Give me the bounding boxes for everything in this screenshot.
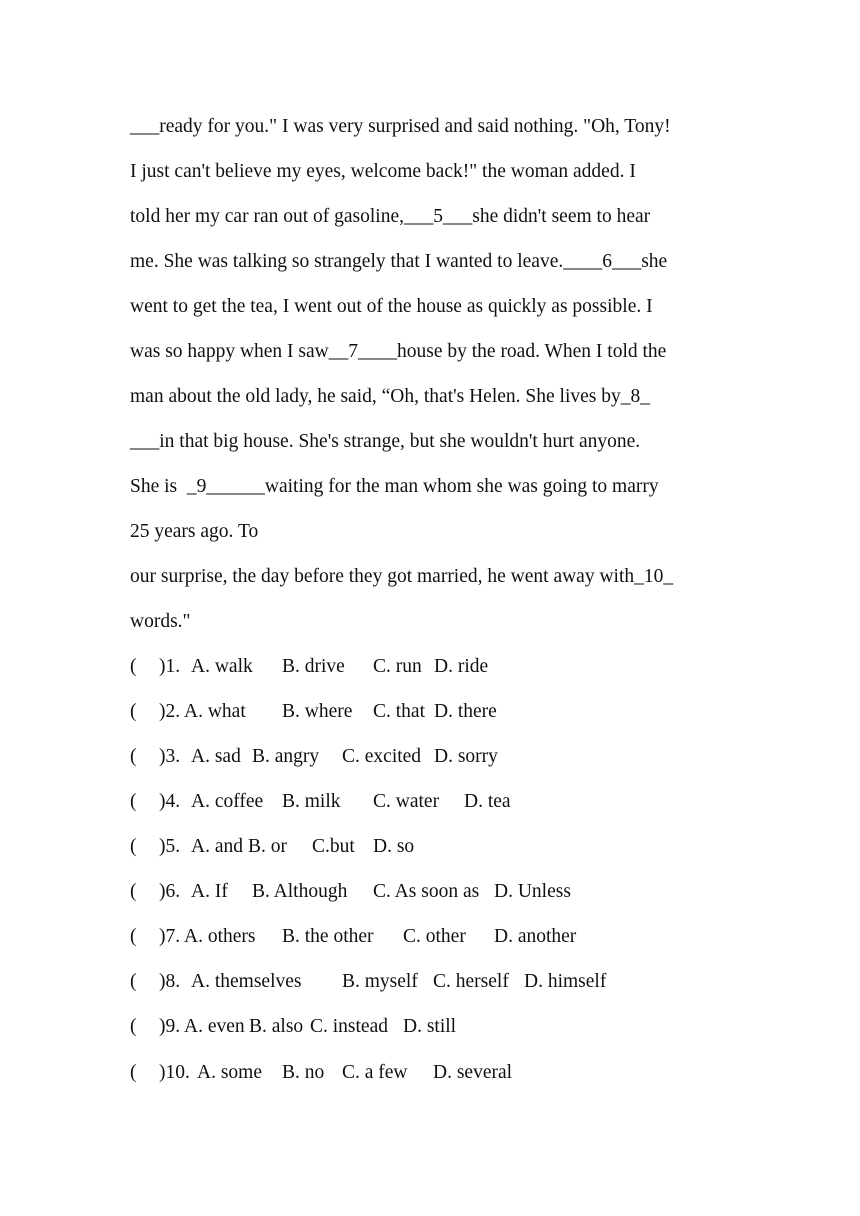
question-number: )2. xyxy=(159,701,181,722)
option-c: C.but xyxy=(312,836,355,857)
question-number: )4. xyxy=(159,791,181,812)
option-b: B. Although xyxy=(252,881,348,902)
answer-bracket[interactable]: ( xyxy=(130,971,137,992)
option-d: D. several xyxy=(433,1062,513,1083)
answer-bracket[interactable]: ( xyxy=(130,836,137,857)
option-c: C. water xyxy=(373,791,440,812)
option-c: C. a few xyxy=(342,1062,408,1083)
option-b: B. also xyxy=(249,1016,304,1037)
question-row-2 xyxy=(130,700,730,724)
question-row-8 xyxy=(130,970,730,994)
question-number: )6. xyxy=(159,881,181,902)
option-d: D. himself xyxy=(524,971,607,992)
question-number: )1. xyxy=(159,656,181,677)
option-d: D. there xyxy=(434,701,497,722)
answer-bracket[interactable]: ( xyxy=(130,746,137,767)
option-c: C. that xyxy=(373,701,425,722)
passage-line: man about the old lady, he said, “Oh, that's Helen. She lives by_8_ xyxy=(130,386,650,407)
answer-bracket[interactable]: ( xyxy=(130,926,137,947)
option-c: C. herself xyxy=(433,971,509,992)
passage-line: me. She was talking so strangely that I wanted to leave.____6___she xyxy=(130,251,668,272)
passage-line: ___in that big house. She's strange, but she wouldn't hurt anyone. xyxy=(130,431,641,452)
answer-bracket[interactable]: ( xyxy=(130,701,137,722)
option-b: B. angry xyxy=(252,746,320,767)
option-b: B. myself xyxy=(342,971,418,992)
option-a: A. sad xyxy=(191,746,241,767)
option-a: A. and xyxy=(191,836,243,857)
question-number: )9. xyxy=(159,1016,181,1037)
question-number: )10. xyxy=(159,1062,190,1083)
question-row-10 xyxy=(130,1061,730,1085)
passage-line: She is _9______waiting for the man whom she was going to marry xyxy=(130,476,659,497)
option-b: B. milk xyxy=(282,791,341,812)
answer-bracket[interactable]: ( xyxy=(130,791,137,812)
option-c: C. As soon as xyxy=(373,881,480,902)
passage-line: went to get the tea, I went out of the house as quickly as possible. I xyxy=(130,296,653,317)
option-b: B. drive xyxy=(282,656,345,677)
option-a: A. If xyxy=(191,881,228,902)
option-b: B. where xyxy=(282,701,353,722)
passage-line: our surprise, the day before they got married, he went away with_10_ xyxy=(130,566,674,587)
answer-bracket[interactable]: ( xyxy=(130,656,137,677)
question-number: )3. xyxy=(159,746,181,767)
option-a: A. even xyxy=(184,1016,245,1037)
passage-line: I just can't believe my eyes, welcome back!" the woman added. I xyxy=(130,161,636,182)
option-d: D. tea xyxy=(464,791,511,812)
option-c: C. other xyxy=(403,926,466,947)
question-number: )8. xyxy=(159,971,181,992)
option-a: A. others xyxy=(184,926,256,947)
option-d: D. still xyxy=(403,1016,457,1037)
passage-line: told her my car ran out of gasoline,___5___she didn't seem to hear xyxy=(130,206,651,227)
option-a: A. themselves xyxy=(191,971,302,992)
option-c: C. excited xyxy=(342,746,422,767)
option-b: B. the other xyxy=(282,926,374,947)
question-number: )7. xyxy=(159,926,181,947)
question-row-9 xyxy=(130,1015,730,1039)
option-a: A. some xyxy=(197,1062,262,1083)
answer-bracket[interactable]: ( xyxy=(130,1062,137,1083)
option-d: D. Unless xyxy=(494,881,571,902)
option-c: C. instead xyxy=(310,1016,388,1037)
question-row-7 xyxy=(130,925,730,949)
option-a: A. coffee xyxy=(191,791,264,812)
option-c: C. run xyxy=(373,656,422,677)
question-row-3 xyxy=(130,745,730,769)
question-row-6 xyxy=(130,880,730,904)
question-row-5 xyxy=(130,835,730,859)
answer-bracket[interactable]: ( xyxy=(130,881,137,902)
answer-bracket[interactable]: ( xyxy=(130,1016,137,1037)
passage-line: was so happy when I saw__7____house by the road. When I told the xyxy=(130,341,667,362)
option-d: D. sorry xyxy=(434,746,498,767)
option-b: B. or xyxy=(248,836,287,857)
option-a: A. walk xyxy=(191,656,253,677)
option-b: B. no xyxy=(282,1062,325,1083)
question-row-4 xyxy=(130,790,730,814)
passage-line: ___ready for you." I was very surprised and said nothing. "Oh, Tony! xyxy=(130,116,671,137)
passage-line: words." xyxy=(130,611,191,632)
option-d: D. ride xyxy=(434,656,489,677)
passage-line: 25 years ago. To xyxy=(130,521,259,542)
option-d: D. so xyxy=(373,836,415,857)
option-d: D. another xyxy=(494,926,577,947)
option-a: A. what xyxy=(184,701,246,722)
question-row-1 xyxy=(130,655,730,679)
question-number: )5. xyxy=(159,836,181,857)
